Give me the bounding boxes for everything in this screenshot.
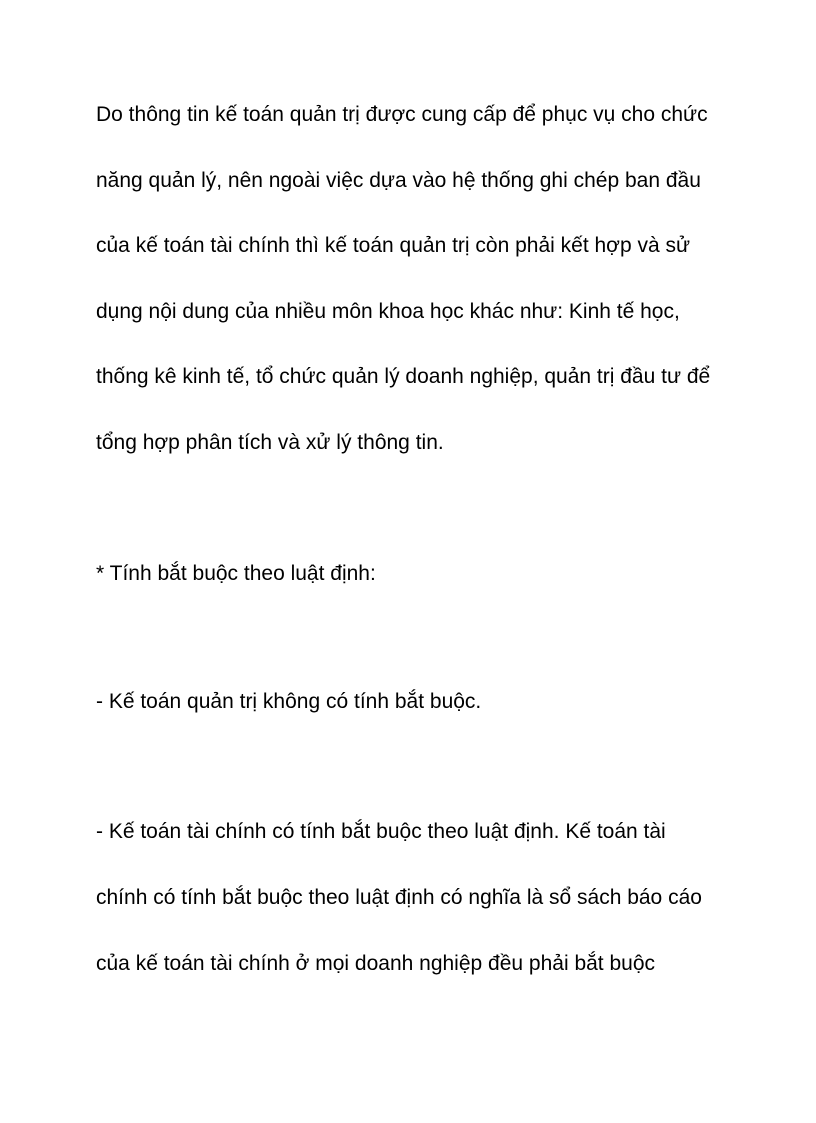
paragraph-2-line-2: chính có tính bắt buộc theo luật định có nghĩa là sổ sách báo cáo [96,886,702,909]
paragraph-1-line-1: Do thông tin kế toán quản trị được cung cấp để phục vụ cho chức [96,103,708,126]
paragraph-1-line-2: năng quản lý, nên ngoài việc dựa vào hệ thống ghi chép ban đầu [96,169,701,192]
paragraph-1-line-3: của kế toán tài chính thì kế toán quản trị còn phải kết hợp và sử [96,234,691,257]
bullet-management-accounting: - Kế toán quản trị không có tính bắt buộc. [96,690,482,713]
paragraph-2-line-1: - Kế toán tài chính có tính bắt buộc theo luật định. Kế toán tài [96,820,666,843]
paragraph-1-line-6: tổng hợp phân tích và xử lý thông tin. [96,431,444,454]
paragraph-2-line-3: của kế toán tài chính ở mọi doanh nghiệp đều phải bắt buộc [96,952,656,975]
paragraph-1-line-4: dụng nội dung của nhiều môn khoa học khác như: Kinh tế học, [96,300,680,323]
section-heading: * Tính bắt buộc theo luật định: [96,562,376,585]
paragraph-1-line-5: thống kê kinh tế, tổ chức quản lý doanh nghiệp, quản trị đầu tư để [96,365,711,388]
